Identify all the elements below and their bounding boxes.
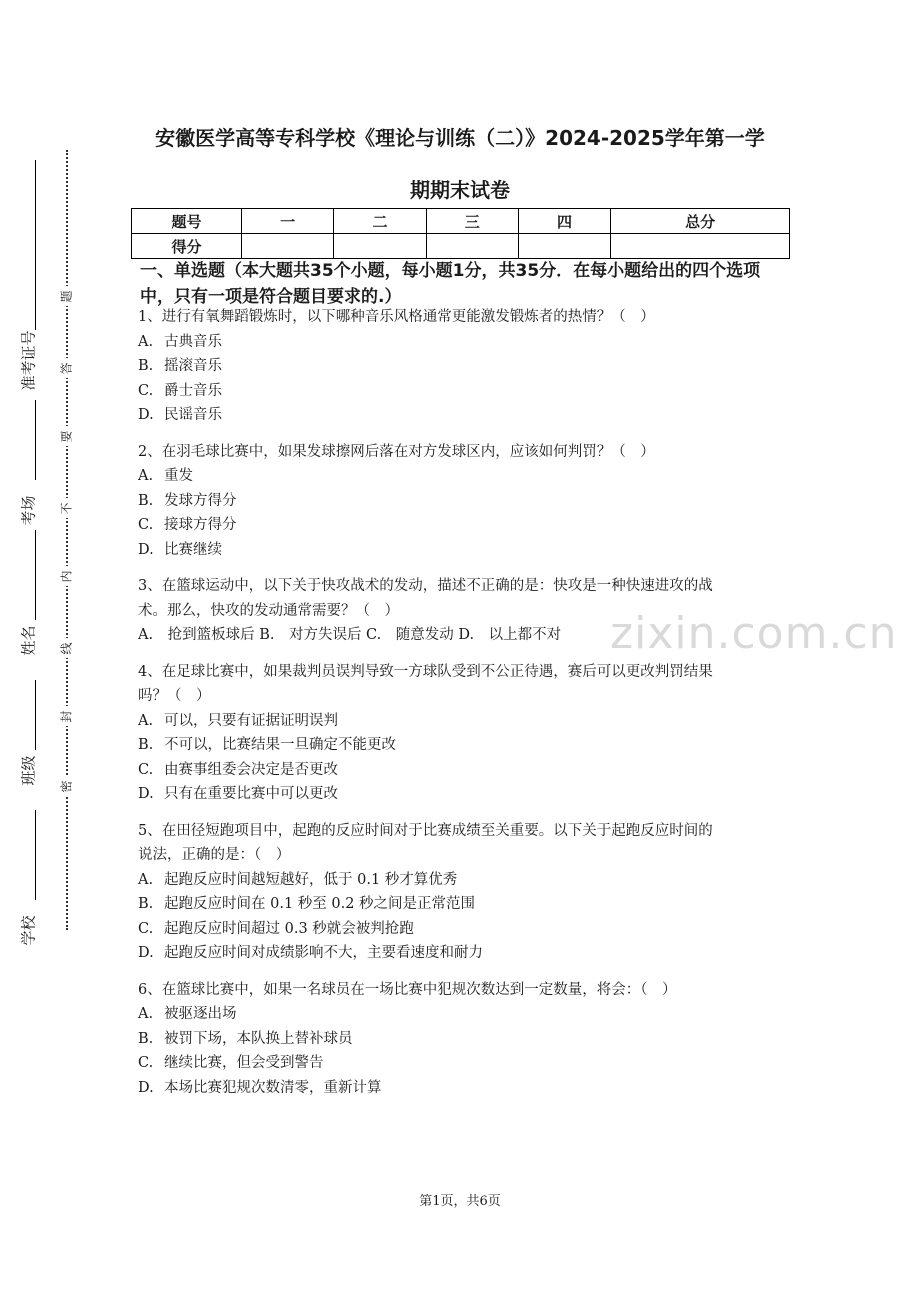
- question-5: [138, 819, 790, 966]
- option[interactable]: D. 本场比赛犯规次数清零，重新计算: [138, 1079, 382, 1096]
- score-cell[interactable]: [518, 234, 610, 259]
- question-stem: 5、在田径短跑项目中，起跑的反应时间对于比赛成绩至关重要。以下关于起跑反应时间的: [138, 822, 713, 839]
- questions-list: [138, 305, 790, 1112]
- option[interactable]: C. 由赛事组委会决定是否更改: [138, 761, 338, 778]
- option[interactable]: B. 摇滚音乐: [138, 358, 222, 374]
- score-cell[interactable]: [242, 234, 334, 259]
- question-stem: 术。那么，快攻的发动通常需要？（ ）: [138, 602, 399, 619]
- question-2: [138, 440, 790, 563]
- binding-line: [35, 530, 36, 620]
- watermark: zixin.com.cn: [610, 608, 898, 659]
- question-stem: 1、进行有氧舞蹈锻炼时，以下哪种音乐风格通常更能激发锻炼者的热情？（ ）: [138, 309, 655, 325]
- score-cell[interactable]: [426, 234, 518, 259]
- label-class: 班级: [19, 754, 38, 786]
- seal-char: 要: [56, 426, 76, 446]
- score-table-score-row: [132, 234, 790, 259]
- option[interactable]: D. 起跑反应时间对成绩影响不大，主要看速度和耐力: [138, 945, 483, 961]
- exam-title-line1: 安徽医学高等专科学校《理论与训练（二）》2024-2025学年第一学: [155, 126, 765, 150]
- option[interactable]: C. 继续比赛，但会受到警告: [138, 1055, 324, 1071]
- option[interactable]: A. 起跑反应时间越短越好，低于 0.1 秒才算优秀: [138, 871, 458, 888]
- page-footer: 第1页，共6页: [419, 1194, 501, 1209]
- seal-char: 线: [56, 638, 76, 658]
- question-stem: 吗？（ ）: [138, 688, 211, 704]
- option[interactable]: D. 只有在重要比赛中可以更改: [138, 786, 338, 802]
- exam-title-line2: 期期末试卷: [410, 178, 510, 202]
- options-inline[interactable]: A. 抢到篮板球后 B. 对方失误后 C. 随意发动 D. 以上都不对: [138, 627, 562, 643]
- score-header-cell: 题号: [132, 209, 242, 234]
- question-stem: 说法，正确的是：（ ）: [138, 847, 291, 863]
- seal-char: 封: [56, 706, 76, 726]
- binding-line: [35, 680, 36, 750]
- score-header-cell: 总分: [611, 209, 790, 234]
- label-name: 姓名: [19, 624, 38, 656]
- question-4: [138, 660, 790, 807]
- seal-char: 题: [56, 286, 76, 306]
- seal-dotted-line: [66, 150, 68, 930]
- option[interactable]: B. 发球方得分: [138, 492, 237, 509]
- question-stem: 6、在篮球比赛中，如果一名球员在一场比赛中犯规次数达到一定数量，将会：（ ）: [138, 981, 677, 998]
- question-stem: 3、在篮球运动中，以下关于快攻战术的发动，描述不正确的是：快攻是一种快速进攻的战: [138, 578, 713, 594]
- score-cell[interactable]: [334, 234, 426, 259]
- option[interactable]: B. 起跑反应时间在 0.1 秒至 0.2 秒之间是正常范围: [138, 896, 476, 912]
- option[interactable]: A. 被驱逐出场: [138, 1006, 237, 1022]
- question-1: [138, 305, 790, 428]
- option[interactable]: A. 重发: [138, 468, 193, 484]
- option[interactable]: A. 古典音乐: [138, 333, 222, 350]
- score-header-cell: 二: [334, 209, 426, 234]
- label-exam-room: 考场: [19, 494, 38, 526]
- option[interactable]: D. 民谣音乐: [138, 407, 222, 423]
- label-exam-number: 准考证号: [19, 329, 38, 391]
- question-6: [138, 978, 790, 1101]
- score-table: [131, 208, 790, 259]
- seal-char: 密: [56, 776, 76, 796]
- section-heading: 一、单选题（本大题共35个小题，每小题1分，共35分．在每小题给出的四个选项中，只有一项是符合题目要求的.）: [140, 261, 761, 307]
- binding-line: [35, 400, 36, 480]
- option[interactable]: C. 爵士音乐: [138, 382, 222, 399]
- binding-line: [35, 160, 36, 330]
- label-school: 学校: [19, 914, 38, 946]
- score-header-cell: 四: [518, 209, 610, 234]
- seal-char: 答: [56, 358, 76, 378]
- option[interactable]: C. 起跑反应时间超过 0.3 秒就会被判抢跑: [138, 920, 414, 937]
- option[interactable]: C. 接球方得分: [138, 517, 237, 533]
- score-table-header-row: [132, 209, 790, 234]
- binding-line: [35, 810, 36, 900]
- score-cell[interactable]: [611, 234, 790, 259]
- question-stem: 2、在羽毛球比赛中，如果发球擦网后落在对方发球区内，应该如何判罚？（ ）: [138, 443, 655, 460]
- seal-char: 不: [56, 498, 76, 518]
- option[interactable]: D. 比赛继续: [138, 541, 222, 558]
- option[interactable]: B. 不可以，比赛结果一旦确定不能更改: [138, 737, 396, 753]
- score-header-cell: 一: [242, 209, 334, 234]
- score-header-cell: 三: [426, 209, 518, 234]
- option[interactable]: B. 被罚下场，本队换上替补球员: [138, 1030, 353, 1047]
- question-stem: 4、在足球比赛中，如果裁判员误判导致一方球队受到不公正待遇，赛后可以更改判罚结果: [138, 663, 713, 680]
- score-row-label: 得分: [132, 234, 242, 259]
- seal-char: 内: [56, 566, 76, 586]
- option[interactable]: A. 可以，只要有证据证明误判: [138, 712, 338, 729]
